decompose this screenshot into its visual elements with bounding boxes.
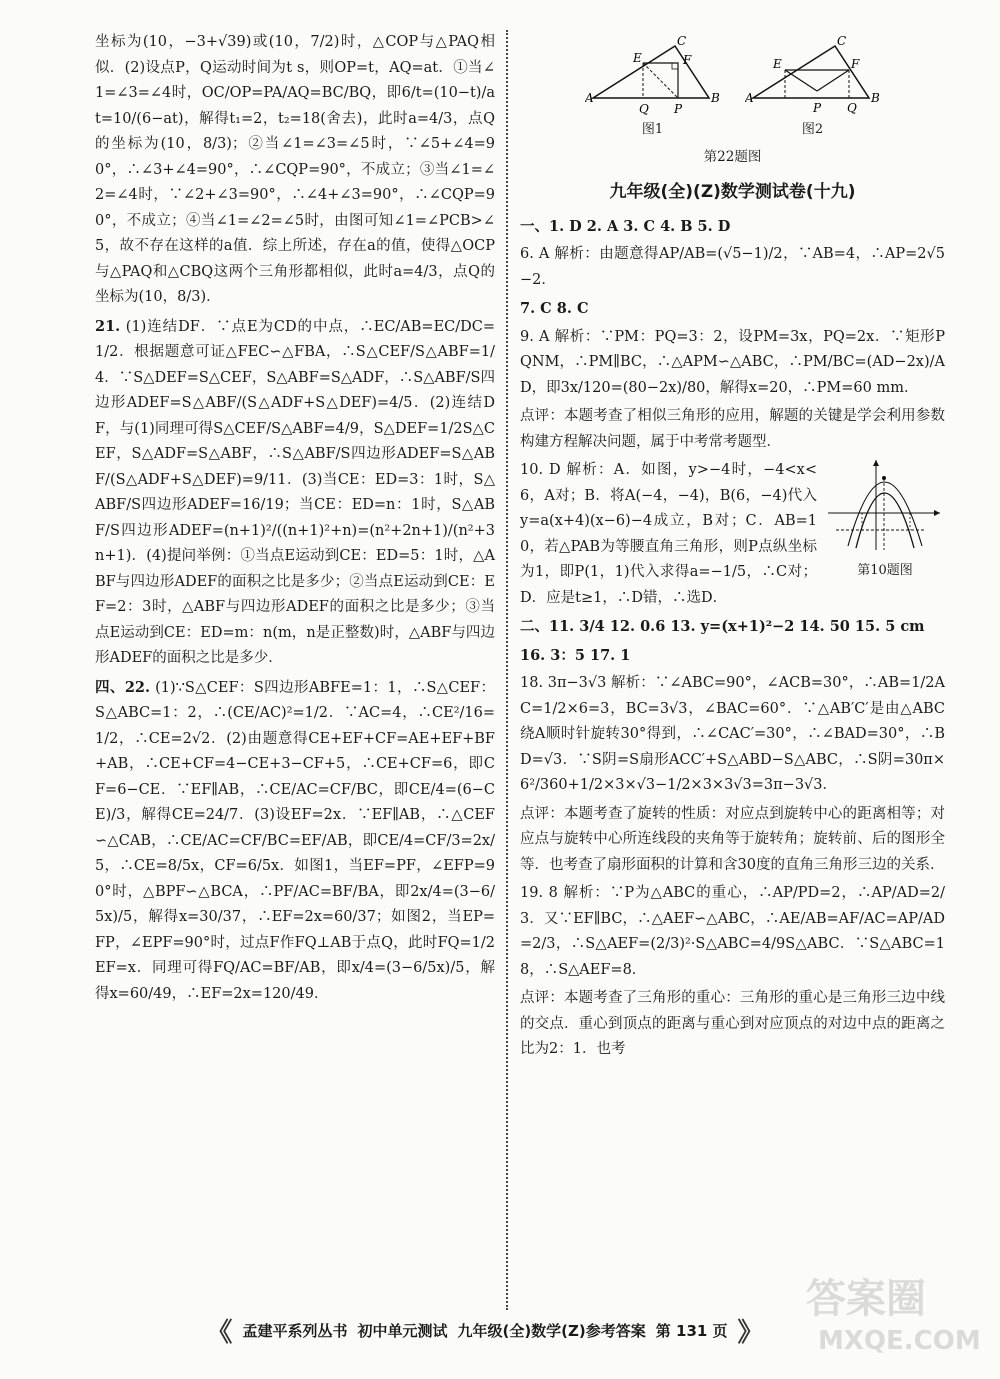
answer-19: 19. 8 解析：∵P为△ABC的重心，∴AP/PD=2，∴AP/AD=2/3．又∵EF∥BC，∴△AEF∽△ABC，∴AE/AB=AF/AC=AP/AD=2/3，∴S△AEF=(2/3)²·S△ABC=4/9S△ABC．∵S△ABC=18，∴S△AEF=8． [520,885,945,978]
label-c: C [837,36,847,48]
figure-2-caption: 图2 [801,122,824,137]
answer-18-comment: 点评：本题考查了旋转的性质：对应点到旋转中心的距离相等；对应点与旋转中心所连线段的夹角等于旋转角；旋转前、后的图形全等．也考查了扇形面积的计算和含30度的直角三角形三边的关系． [520,805,945,873]
answer-19-comment: 点评：本题考查了三角形的重心：三角形的重心是三角形三边中线的交点．重心到顶点的距离与重心到对应顶点的对边中点的距离之比为2：1．也考 [520,990,945,1057]
page-footer [205,1312,765,1348]
figure-22-group [520,36,945,121]
footer-series: 孟建平系列丛书 [242,1321,348,1340]
label-a: A [585,91,594,105]
label-e: E [773,57,782,71]
footer-page-number: 第 131 页 [655,1321,728,1340]
footer-book: 初中单元测试 [357,1321,448,1340]
question-number: 21. [95,317,121,335]
answer-9-comment: 点评：本题考查了相似三角形的应用，解题的关键是学会利用参数构建方程解决问题，属于中考常考题型． [520,408,945,450]
figure-captions [520,117,945,143]
figure-10-caption: 第10题图 [857,562,913,578]
answers-7-8: 7. C 8. C [520,300,589,317]
watermark-text-url: MXQE.COM [818,1326,981,1356]
fill-in-answers-row-1: 二、11. 3/4 12. 0.6 13. y=(x+1)²−2 14. 50 15. 5 cm [520,618,925,635]
label-b: B [871,91,880,105]
figure-10-parabola [826,458,944,553]
answer-22 [95,675,495,1008]
figure-10 [825,458,945,579]
label-f: F [851,57,860,71]
answer-22-text: (1)∵S△CEF：S四边形ABFE=1：1，∴S△CEF：S△ABC=1：2，∴(CE/AC)²=1/2．∵AC=4，∴CE²/16=1/2，∴CE=2√2．(2)由题意得CE+EF+CF=AE+EF+BF+AB，∴CE+CF=4−CE+3−CF+5，∴CE+CF=6，即CF=6−CE．∵EF∥AB，∴CE/AC=CF/BC，即CE/4=(6−CE)/3，解得CE=24/7．(3)设EF=2x．∵EF∥AB，∴△CEF∽△CAB，∴CE/AC=CF/BC=EF/AB，即CE/4=CF/3=2x/5，∴CE=8/5x，CF=6/5x．如图1，当EF=PF，∠EFP=90°时，△BPF∽△BCA，∴PF/AC=BF/BA，即2x/4=(3−6/5x)/5，解得x=30/37，∴EF=2x=60/37；如图2，当EP=FP，∠EPF=90°时，过点F作FQ⊥AB于点Q，此时FQ=1/2EF=x．同理可得FQ/AC=BF/AB，即x/4=(3−6/5x)/5，解得x=60/49，∴EF=2x=120/49． [95,679,496,1002]
answer-10: 10. D 解析：A．如图，y>−4时，−4<x<6，A对；B．将A(−4，−4)，B(6，−4)代入y=a(x+4)(x−6)−4成立，B对；C．AB=10，若△PAB为等腰直角三角形，则P点纵坐标为1，即P(1，1)代入求得a=−1/5，∴C对；D．应是t≥1，∴D错，∴选D． [520,462,817,606]
section-title: 九年级(全)(Z)数学测试卷(十九) [609,182,856,202]
fill-in-answers-row-2: 16. 3：5 17. 1 [520,646,631,664]
watermark-text-main: 答案圈 [806,1276,926,1322]
answer-6: 6. A 解析：由题意得AP/AB=(√5−1)/2，∵AB=4，∴AP=2√5−2． [520,246,945,288]
answer-9: 9. A 解析：∵PM：PQ=3：2，设PM=3x，PQ=2x．∵矩形PQNM，∴PM∥BC，∴△APM∽△ABC，∴PM/BC=(AD−2x)/AD，即3x/120=(80−2x)/80，解得x=20，∴PM=60 mm． [520,328,945,396]
figure-22-caption: 第22题图 [703,148,762,165]
figure-2-diagram [745,36,880,121]
label-a: A [745,91,754,105]
label-c: C [677,36,687,48]
answer-20-continued: 坐标为(10，−3+√39)或(10，7/2)时，△COP与△PAQ相似．(2)设点P，Q运动时间为t s，则OP=t，AQ=at．①当∠1=∠3=∠4时，OC/OP=PA/AQ=BC/BQ，即6/t=(10−t)/at=10/(6−at)，解得t₁=2，t₂=18(舍去)，此时a=4/3，点Q的坐标为(10，8/3)；②当∠1=∠3=∠5时，∵∠5+∠4=90°，∴∠3+∠4=90°，∴∠CQP=90°，不成立；③当∠1=∠2=∠4时，∵∠2+∠3=90°，∴∠4+∠3=90°，∴∠CQP=90°，不成立；④当∠1=∠2=∠5时，由图可知∠1=∠PCB>∠5，故不存在这样的a值．综上所述，存在a的值，使得△OCP与△PAQ和△CBQ这两个三角形都相似，此时a=4/3，点Q的坐标为(10，8/3)． [95,34,495,305]
label-p: P [674,102,683,116]
chevron-left-icon: 《 [206,1317,233,1348]
figure-1-diagram [585,36,720,121]
answer-21 [95,314,495,672]
chevron-right-icon: 》 [737,1317,764,1348]
answer-18: 18. 3π−3√3 解析：∵∠ABC=90°，∠ACB=30°，∴AB=1/2AC=1/2×6=3，BC=3√3，∠BAC=60°．∵△AB′C′是由△ABC绕A顺时针旋转30°得到，∴∠CAC′=30°，∴∠BAD=30°，∴BD=√3．∵S阴=S扇形ACC′+S△ABD−S△ABC，∴S阴=30π×6²/360+1/2×3×√3−1/2×3×3√3=3π−3√3． [520,675,945,793]
answer-21-text: (1)连结DF．∵点E为CD的中点，∴EC/AB=EC/DC=1/2．根据题意可证△FEC∽△FBA，∴S△CEF/S△ABF=1/4．∵S△DEF=S△CEF，S△ABF=S△ADF，∴S△ABF/S四边形ADEF=S△ABF/(S△ADF+S△DEF)=4/5．(2)连结DF，与(1)同理可得S△CEF/S△ABF=4/9，S△DEF=1/2S△CEF，S△ADF=S△ABF，∴S△ABF/S四边形ADEF=S△ABF/(S△ADF+S△DEF)=9/11．(3)当CE：ED=3：1时，S△ABF/S四边形ADEF=16/19；当CE：ED=n：1时，S△ABF/S四边形ADEF=(n+1)²/((n+1)²+n)=(n²+2n+1)/(n²+3n+1)．(4)提问举例：①当点E运动到CE：ED=5：1时，△ABF与四边形ADEF的面积之比是多少；②当点E运动到CE：EF=2：3时，△ABF与四边形ADEF的面积之比是多少；③当点E运动到CE：ED=m：n(m，n是正整数)时，△ABF与四边形ADEF的面积之比是多少． [95,318,496,666]
figure-1-caption: 图1 [641,122,664,137]
question-number: 四、22. [95,678,151,696]
multiple-choice-answers: 一、1. D 2. A 3. C 4. B 5. D [520,217,731,235]
label-b: B [711,91,720,105]
right-column [520,30,945,1066]
label-e: E [633,51,642,65]
label-f: F [683,53,692,67]
footer-subject: 九年级(全)数学(Z)参考答案 [457,1321,646,1340]
column-divider [506,30,508,1310]
label-q: Q [639,102,649,116]
label-p: P [813,101,822,115]
watermark-logo [798,1264,988,1359]
label-q: Q [847,101,857,115]
left-column [95,30,495,1010]
